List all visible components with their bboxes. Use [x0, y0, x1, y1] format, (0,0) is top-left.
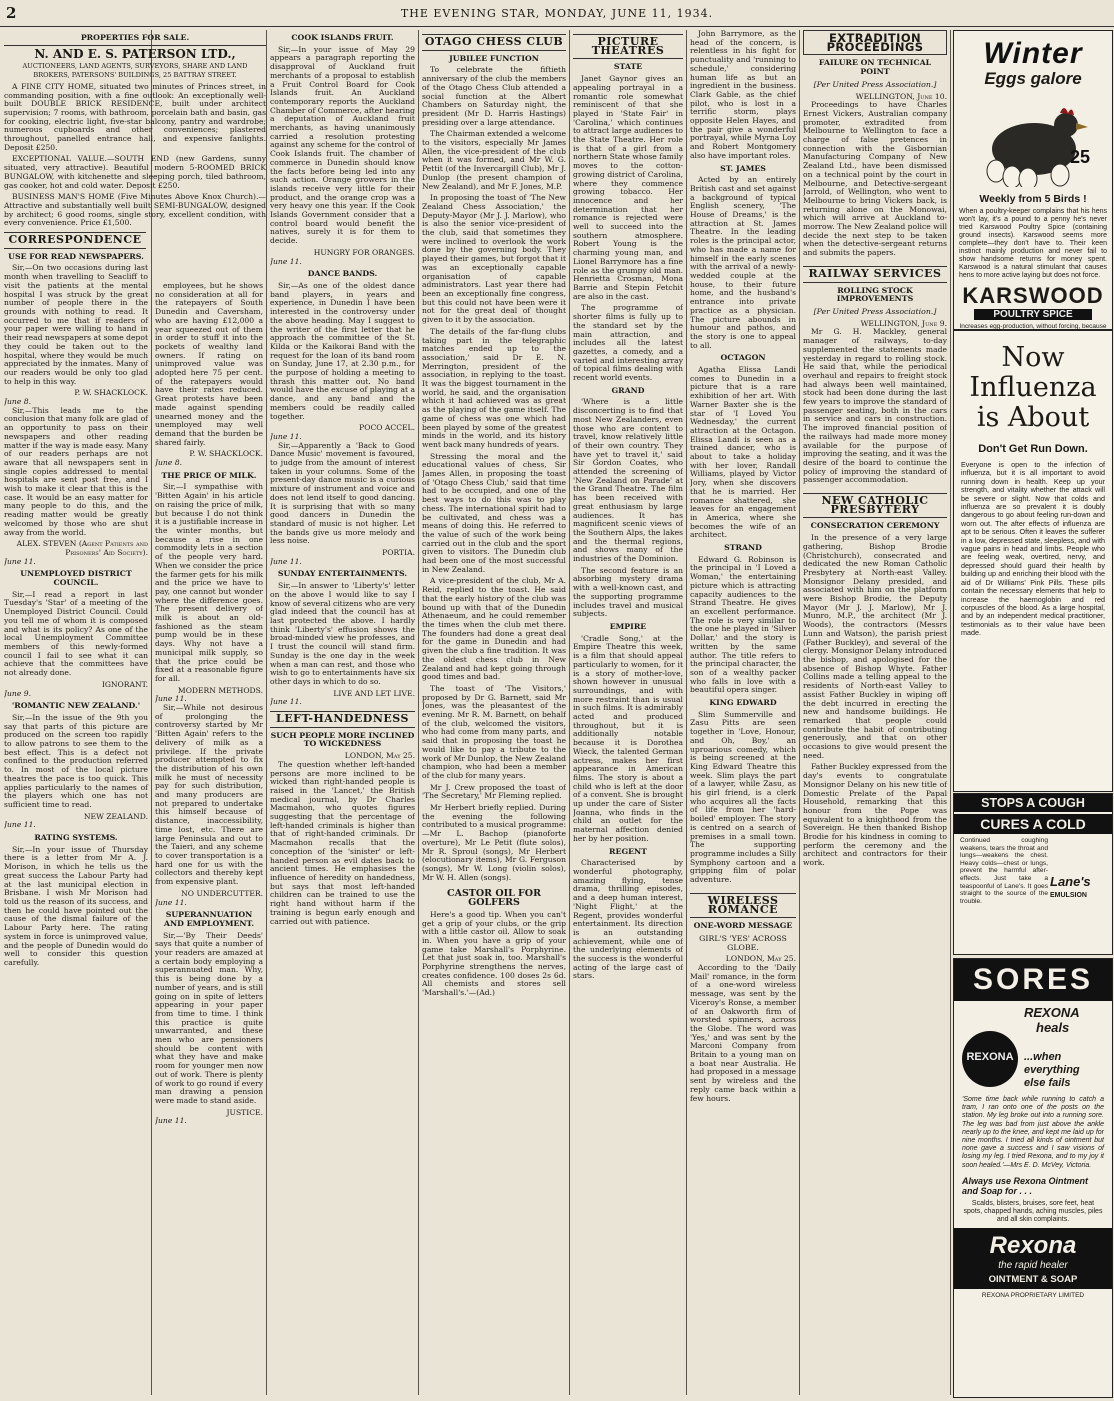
letter-date: June 8.	[4, 397, 31, 407]
dateline: LONDON, May 25.	[344, 751, 415, 761]
letter-heading: 'ROMANTIC NEW ZEALAND.'	[11, 701, 141, 711]
column-rule	[799, 30, 800, 1395]
column-rule	[950, 30, 951, 1395]
column-3	[270, 30, 415, 1395]
masthead	[0, 0, 1114, 27]
lanes-emulsion-advert	[953, 793, 1113, 955]
brand-name: KARSWOOD	[962, 283, 1104, 308]
theatre-heading: REGENT	[609, 846, 647, 856]
ointment-tin-illustration	[962, 1031, 1018, 1087]
agent-name: N. AND E. S. PATERSON LTD.,	[34, 46, 236, 61]
brand-name: Rexona	[954, 1228, 1112, 1260]
advert-headline: heals	[1036, 1020, 1070, 1035]
advert-headline: Influenza	[969, 372, 1097, 403]
advert-headline: Eggs galore	[984, 69, 1082, 88]
article-heading: CASTOR OIL FOR GOLFERS	[447, 888, 541, 909]
advert-footer: REXONA PROPRIETARY LIMITED	[981, 1291, 1085, 1299]
advert-headline: ...when everything else fails	[1024, 1051, 1080, 1089]
article-heading: RAILWAY SERVICES	[803, 266, 947, 283]
column-6	[690, 30, 796, 1395]
letter-body: Sir,—In answer to 'Liberty's' letter on the above I would like to say I know of several citizens who are very glad indeed that the council has at last protected the above. I hardly think 'Liberty's' effusion shows the broad-minded view he professes, and I trust the council will stand firm. Sunday is the one day in the week when a man can rest, and those who wish to go to entertainments have six other days in which to do so.	[270, 581, 415, 686]
theatre-heading: ST. JAMES	[720, 163, 766, 173]
theatre-heading: STRAND	[724, 543, 762, 553]
article-body: Mr G. H. Mackley, general manager of railways, to-day supplemented the statements made yesterday in regard to rolling stock. He said that, while the periodical overhaul and repairs to freight stock had always been well maintained, stock had been done during the last few years to improve the standard of passenger seating, both in the cars in service and cars in construction. The improved financial position of the railways had made more money available for the purpose of improving the seating, and it was the desire of the board to continue the policy of improving the standard of passenger accommodation.	[803, 327, 947, 485]
agent-description: AUCTIONEERS, LAND AGENTS, SURVEYORS, SHARE AND LAND BROKERS, PATERSONS' BUILDINGS, 25 BATTRAY STREET.	[22, 62, 248, 80]
advert-headline: CURES A COLD	[954, 814, 1112, 834]
letter-signature: POCO ACCEL.	[359, 423, 415, 433]
advert-subheadline: Don't Get Run Down.	[978, 443, 1088, 455]
theatre-heading: STATE	[613, 62, 643, 72]
column-4	[422, 30, 566, 1395]
article-subheading: CONSECRATION CEREMONY	[810, 521, 940, 531]
article-body: Janet Gaynor gives an appealing portrayal in a romantic role somewhat reminiscent of that she played in 'State Fair' in 'Carolina,' which continues to attract large audiences to the State Theatre. Her role is that of a girl from a northern State whose family moves to the cotton-growing district of Carolina, where they commence growing tobacco. Her innocence and her determination that her romance is rejected were well to succeed into the southern atmosphere. Robert Young is the charming young man, and Lionel Barrymore has a fine role as the grumpy old man. Henrietta Crosman, Mona Barrie and Stepin Fetchit are also in the cast.	[573, 74, 683, 301]
article-heading: NEW CATHOLIC PRESBYTERY	[803, 493, 947, 518]
letter-heading: DANCE BANDS.	[307, 269, 378, 279]
letter-heading: UNEMPLOYED DISTRICT COUNCIL.	[20, 569, 132, 588]
advert-slogan: Always use Rexona Ointment and Soap for . . .	[962, 1175, 1089, 1196]
letter-signature: MODERN METHODS.	[177, 685, 263, 695]
letter-date: June 11.	[270, 256, 302, 266]
dateline: LONDON, May 25.	[725, 954, 796, 964]
article-body: John Barrymore, as the head of the concern, is relentless in his fight for punctuality and 'running to schedule,' considering human life as but an ingredient in the business. Clark Gable, as the chief pilot, who is lost in a terrific storm, plays opposite Helen Hayes, and the pair give a wonderful portrayal, while Myrna Loy and Robert Montgomery also have important roles.	[690, 30, 796, 160]
letter-body: Sir,—On two occasions during last month when travelling to Seacliff to visit the patients at the mental hospital I was struck by the great number of people there in the grounds with nothing to read. It occurred to me that if readers of your paper were willing to hand in their read newspapers at some depot they could be taken out to the hospital, where they would be much appreciated by the inmates. Many of our readers would be only too glad to help in this way.	[4, 263, 148, 386]
column-2	[155, 282, 263, 1395]
letter-date: June 11.	[155, 1116, 187, 1126]
dateline: WELLINGTON, June 10.	[855, 91, 947, 101]
article-heading: EXTRADITION PROCEEDINGS	[803, 30, 947, 55]
column-rule	[686, 30, 687, 1395]
advert-body: Everyone is open to the infection of influenza, but it is all important to avoid running down in health. Keep up your strength, and vitality whether the attack will be severe or slight. Now that colds and influenza are so prevalent it is doubly dangerous to go about feeling run-down and worn out. The after effects of influenza are apt to be serious. Often it leaves the sufferer in a low, depressed state, sleepless, and with vague pains in head and limbs. People who are feeling weak, overtired, nervy, and depressed should guard their health by building up and enriching their blood with the aid of Dr Williams' Pink Pills. These pills contain the necessary elements that help to increase the haemoglobin and red corpuscles of the blood. As a large hospital, and by an independent medical practitioner, testimonials as to their value have been made.	[961, 460, 1105, 638]
article-subheading: ONE-WORD MESSAGE	[693, 921, 793, 931]
article-heading: PICTURE THEATRES	[573, 34, 683, 59]
letter-body: Sir,—Apparently a 'Back to Good Dance Music' movement is favoured, to judge from the amount of interest taken in your columns. Some of the present-day dance music is a curious mixture of instrument and voice and does not lend itself to good dancing. It is surprising that with so many good dancers in Dunedin the standard of music is not higher. Let the bands give us more melody and less noise.	[270, 440, 415, 546]
article-body: According to the 'Daily Mail' romance, in the form of a one-word wireless message, was sent by the Viceroy's Ronse, a member of an Oakworth firm of worsted spinners, across the Globe. The word was 'Yes,' and was sent by the Marconi Company from Britain to a young man on a boat near Australia. He had proposed in a message sent by wireless and the reply came back within a few hours.	[690, 963, 796, 1103]
advert-headline: Now	[1001, 342, 1065, 373]
letter-date: June 11.	[4, 556, 36, 566]
article-heading: WIRELESS ROMANCE	[690, 893, 796, 918]
article-body: The details of the far-flung clubs taking part in the telegraphic matches ended up to the association,' said Dr E. N. Merrington, president of the association, in replying to the toast. It was the biggest tournament in the world, he said, and the organisation which it had achieved was as great as the playing of the game itself. The game of chess was one which had been played by some of the greatest minds in the world, and its history went back many hundreds of years.	[422, 326, 566, 449]
advert-headline: STOPS A COUGH	[954, 794, 1112, 812]
advert-body: When a poultry-keeper complains that his hens won't lay, it's a pound to a penny he's never tried Karswood Poultry Spice (containing ground insects). Karswood seems more complete—they don't have to. Their keen instinct mainly production and never fail to show handsome returns for money spent. Karswood is a natural stimulant that causes hens to more active laying but does not force.	[959, 208, 1107, 279]
letter-signature: P. W. SHACKLOCK.	[74, 388, 148, 398]
press-credit: [Per United Press Association.]	[813, 79, 937, 89]
article-body: Father Buckley expressed from the day's events to congratulate Monsignor Delany on his new title of Domestic Prelate of the Papal Household, remarking that this honour from the Pope was equivalent to a knighthood from the Sovereign. He then thanked Bishop Brodie for his kindness in coming to perform the ceremony and the architect and contractors for their work.	[803, 762, 947, 868]
letter-signature: PORTIA.	[382, 548, 415, 558]
column-7	[803, 30, 947, 1395]
letter-body: Sir,—I sympathise with 'Bitten Again' in his article on raising the price of milk, but because I do not think it is a justifiable increase in the winter months, but because a rise in one commodity lets in a section of the people very hard. When we consider the price the farmer gets for his milk and the price we have to pay, one cannot but wonder where the difference goes. The present delivery of milk is about an old-fashioned as the steam pump would be in these days. Why not have a municipal milk supply, so that the price could be fixed at a reasonable figure for all.	[155, 482, 263, 683]
letter-signature: LIVE AND LET LIVE.	[333, 688, 415, 698]
letter-heading: SUNDAY ENTERTAINMENTS.	[277, 569, 408, 579]
letter-body: Sir,—This leads me to the conclusion that many folk are glad of an opportunity to pass on their newspapers and other reading matter if the way is made easy. Many of our readers perhaps are not aware that all newspapers sent in single copies addressed to mental hospitals are sent post free, and I wish to make it clear that this is the case. It would be an easy matter for many people to do this, and the reading matter would be greatly welcomed by those who are shut away from the world.	[4, 405, 148, 537]
letter-heading: COOK ISLANDS FRUIT.	[291, 33, 394, 42]
column-rule	[418, 30, 419, 1395]
letter-body: Sir,—In your issue of Thursday there is a letter from Mr A. J. Morison, in which he tells us the great success the Labour Party had at the last municipal election in Brisbane. I wish Mr Morison had told us the reason of its success, and then he could have pointed out the cause of the dismal failure of the Labour Party here. The rating system in force is unimproved value, and the people of Dunedin would do well to consider this question carefully.	[4, 844, 148, 967]
article-subheading: GIRL'S 'YES' ACROSS GLOBE.	[699, 933, 787, 952]
article-body: Acted by an entirely British cast and set against a background of typical English scenery, 'The House of Dreams,' is the attraction at St. James Theatre. In the leading roles is the principal actor, who has made a name for himself in the early scenes with the arrival of a newly-wedded couple at the house, to their future home, and the husband's entrance into private practice as a physician. The picture abounds in humour and pathos, and the story is one to appeal to all.	[690, 175, 796, 350]
hen-illustration	[974, 101, 1092, 187]
testimonial: 'Some time back while running to catch a tram, I ran onto one of the posts on the station. My leg broke out into a running sore. The leg was bad from just above the ankle nearly up to the knee, and kept me laid up for nine months. I tried all kinds of ointment but none gave a success and I saw visions of losing my leg. I tried Rexona, and to my joy it soon healed.'—Mrs E. D. McVey, Victoria.	[962, 1096, 1104, 1169]
advert-headline: Winter	[983, 37, 1083, 70]
advert-list: Scalds, blisters, bruises, sore feet, heat spots, chapped hands, aching muscles, piles and all skin complaints.	[963, 1199, 1103, 1223]
theatre-heading: GRAND	[611, 385, 645, 395]
advert-subheadline: Weekly from 5 Birds !	[979, 193, 1087, 205]
article-body: The toast of 'The Visitors,' proposed by Dr G. Barnett, said Mr Jones, was the pleasantest of the evening. Mr R. M. Barnett, on behalf of the club, welcomed the visitors, who had come from many parts, and said that in proposing the toast he would like to pay a tribute to the work of Mr Dunlop, the New Zealand champion, who had been a member of the club for many years.	[422, 683, 566, 780]
advert-body: Continued coughing weakens, tears the throat and lungs—weakens the chest. Heavy colds—chest or lungs, prevent the harmful after-effects. Just take a teaspoonful of Lane's. It goes straight to the source of the trouble.	[960, 837, 1048, 905]
column-5	[573, 30, 683, 1395]
brand-product: EMULSION	[1050, 892, 1087, 899]
article-heading: OTAGO CHESS CLUB	[422, 34, 566, 51]
letter-signature: JUSTICE.	[226, 1107, 263, 1117]
page-number: 2	[6, 4, 17, 22]
dateline: WELLINGTON, June 9.	[860, 318, 947, 328]
column-rule	[266, 30, 267, 1395]
egg-count: 25	[1070, 147, 1091, 167]
brand-name: REXONA	[1024, 1005, 1080, 1020]
article-body: In proposing the toast of 'The New Zealand Chess Association,' the Deputy-Mayor (Mr J. J. Marlow), who is also the senior vice-president of the club, said that sometimes they were inclined to overlook the work done by the governing body. They played their games, but forgot that it was an exceptionally capable organisation of capable administrators. Last year there had been an exceptionally fine congress, but this could not have been were it not for the great deal of thought given to it by the association.	[422, 193, 566, 325]
letter-date: June 11.	[270, 431, 302, 441]
section-heading: CORRESPONDENCE	[4, 232, 146, 249]
article-subheading: JUBILEE FUNCTION	[449, 53, 539, 63]
letter-signature: P. W. SHACKLOCK.	[189, 449, 263, 459]
theatre-heading: OCTAGON	[720, 353, 766, 363]
letter-heading: SUPERANNUATION AND EMPLOYMENT.	[163, 910, 255, 928]
letter-body: Sir,—As one of the oldest dance band players, in years and experience, in Dunedin I have been interested in the controversy under the above heading. May I suggest to the writer of the first letter that he approach the committee of the St. Kilda or the Kaikorai Band with the request for the loan of its band room on Sunday, June 17, at 2.30 p.m., for the purpose of holding a meeting to thrash this matter out. No band would have the excuse of playing at a dance, and any band and the members could be readily called together.	[270, 280, 415, 421]
article-body: A vice-president of the club, Mr A. Reid, replied to the toast. He said that the early history of the club was bound up with that of the Dunedin Athenaeum, and he could remember the times when the club met there. The founders had done a great deal for the game in Dunedin and had given the club a fine tradition. It was the oldest chess club in New Zealand and had kept going through good times and bad.	[422, 576, 566, 682]
property-ad: EXCEPTIONAL VALUE.—SOUTH END (new Gardens, sunny situated, very attractive). Beautiful modern 5-ROOMED BRICK BUNGALOW, with kitchenette and sleeping porch, tiled bathroom, gas cooker, hot and cold water. Deposit £250.	[4, 154, 266, 190]
article-body: Edward G. Robinson is the principal in 'I Loved a Woman,' the entertaining picture which is attracting capacity audiences to the Strand Theatre. He gives an excellent performance. The role is very similar to the one he played in 'Silver Dollar,' and the story is written by the same author. The title refers to the principal character, the son of a wealthy packer who falls in love with a beautiful opera singer.	[690, 554, 796, 695]
letter-heading: RATING SYSTEMS.	[34, 833, 118, 843]
theatre-heading: EMPIRE	[609, 622, 647, 631]
letter-body: Sir,—While not desirous of prolonging the controversy started by Mr 'Bitten Again' refers to the delivery of milk as a privilege. If the private producer attempted to fix the distribution of his own milk he must of necessity pay for such distribution, and many producers are not prepared to undertake this himself because of distance, inaccessibility, time lost, etc. There are large Peninsula and out to the Taieri, and any scheme to cover transportation is a hard one for us with the collectors and thereby kept from expensive plant.	[155, 703, 263, 887]
masthead-title: THE EVENING STAR, MONDAY, JUNE 11, 1934.	[400, 7, 714, 20]
letter-body: Sir,—In the issue of the 9th you say that parts of this picture are produced on the screen too rapidly to allow patrons to see them to the best effect. This is a defect not confined to the production referred to. In most of the local picture theatres the pace is too quick. This applies particularly to the names of the players which one has not sufficient time to read.	[4, 712, 148, 809]
letter-signature: IGNORANT.	[101, 679, 148, 689]
letter-body: employees, but he shows no consideration at all for the ratepayers of South Dunedin and Caversham, who are having £12,000 a year squeezed out of them in order to stuff it into the pockets of wealthy land owners. If rating on unimproved value was adopted here 75 per cent. of the ratepayers would have their rates reduced. Great protests have been made against spending unearned money and the unemployed may well demand that the burden be shared fairly.	[155, 282, 263, 447]
letter-date: June 8.	[155, 458, 182, 468]
article-body: The question whether left-handed persons are more inclined to be wicked than right-handed people is raised in the 'Lancet,' the British medical journal, by Dr Charles Macmahon, who quotes figures suggesting that the percentage of left-handed criminals is higher than that of right-handed criminals. Dr Macmahon recalls that the conception of the 'sinister' or left-handed person as evil dates back to ancient times. He emphasises the influence of heredity on handedness, but says that most left-handed children can be trained to use the right hand without harm if the training is begun early enough and carried out with patience.	[270, 759, 415, 926]
tin-label: REXONA	[966, 1051, 1014, 1063]
article-subheading: SUCH PEOPLE MORE INCLINED TO WICKEDNESS	[270, 730, 415, 749]
letter-signature: NO UNDERCUTTER.	[181, 888, 263, 898]
letter-date: June 11.	[270, 697, 302, 707]
letter-signature: NEW ZEALAND.	[83, 811, 148, 821]
advert-headline: is About	[976, 402, 1090, 433]
advert-tagline: Increases egg-production, without forcing, because	[959, 323, 1107, 330]
article-body: Mr Herbert briefly replied. During the evening the following contributed to a musical programme:—Mr L. Bachop (pianoforte overture), Mr Le Petit (flute solos), Mr R. Sproul (songs), Mr Herbert (elocutionary items), Mr G. Ferguson (songs), Mr W. Long (violin solos), Mr W. H. Allen (songs).	[422, 803, 566, 882]
letter-body: Sir,—'By Their Deeds' says that quite a number of your readers are amazed at a certain body employing a superannuated man. Why, this is being done by a number of years, and is still going on in spite of letters appearing in your paper from time to time. I think this practice is quite unwarranted, and these men who are pensioners should be content with what they have and make room for younger men now out of work. There is plenty of work to go round if every man drawing a pension were made to stand aside.	[155, 930, 263, 1105]
letter-date: June 11.	[4, 820, 36, 830]
article-body: 'Cradle Song,' at the Empire Theatre this week, is a film that should appeal particularly to women, for it is a story of mother-love, shown however in unusual surroundings, and with more restraint than is usual in such films. It is admirably acted and produced throughout, but it is additionally notable because it is Dorothea Wieck, the talented German actress, makes her first appearance in American films. The story is about a child who is left at the door of a convent. She is brought up under the care of Sister Joanna, who finds in the child an outlet for the maternal affection denied her by her position.	[573, 633, 683, 843]
letter-date: June 11.	[155, 897, 187, 907]
property-ad: BUSINESS MAN'S HOME (Five Minutes Above Knox Church).—Attractive and substantially well built SEMI-BUNGALOW, designed by architect; 6 good rooms, single story, excellent condition, with every convenience. Price £1,500.	[4, 192, 266, 228]
article-subheading: ROLLING STOCK IMPROVEMENTS	[836, 285, 914, 304]
press-credit: [Per United Press Association.]	[813, 306, 937, 316]
article-body: Agatha Elissa Landi comes to Dunedin in a picture that is a rare exhibition of her art. With Warner Baxter she is the star of 'I Loved You Wednesday,' the current attraction at the Octagon. Elissa Landi is seen as a trained dancer, who is about to take a holiday with her lover, Randall Williams, played by Victor Jory, when she discovers that he is married. Her romance shattered, she leaves for an engagement in America, where she becomes the wife of an architect.	[690, 365, 796, 540]
article-body: 'Where is a little disconcerting is to find that most New Zealanders, even those who are content to travel, know relatively little of their own country. They have yet to travel it,' said Sir Gordon Coates, who attended the screening of 'New Zealand on Parade' at the Grand Theatre. The film has been received with great enthusiasm by large audiences. It has magnificent scenic views of the Southern Alps, the lakes and the thermal regions, and shows many of the industries of the Dominion.	[573, 397, 683, 564]
article-subheading: FAILURE ON TECHNICAL POINT	[818, 58, 932, 77]
letter-body: Sir,—I read a report in last Tuesday's 'Star' of a meeting of the Unemployed District Council. Could you tell me of whom it is composed and what is its policy? As one of the local Unemployment Committee members of this newly-formed council I fail to see what it can achieve that the committees have not already done.	[4, 589, 148, 678]
article-body: The programme of shorter films is fully up to the standard set by the main attraction, and includes all the latest gazettes, a comedy, and a varied and interesting array of topical films dealing with recent world events.	[573, 303, 683, 383]
letter-signature: ALEX. STEVEN (Agent Patients and Prisoners' Aid Society).	[16, 539, 148, 557]
article-body: Proceedings to have Charles Ernest Vickers, Australian company promoter, extradited from Melbourne to Wellington to face a charge of false pretences in connection with the Gisbornian Manufacturing Company of New Zealand Ltd., have been dismissed on a technical point by the court in Melbourne, and Detective-sergeant Jarrold, of Wellington, who went to Melbourne to bring Vickers back, is returning alone on the Monowai, which will arrive at Auckland to-morrow. The New Zealand police will decide the next step to be taken when the detective-sergeant returns and submits the papers.	[803, 100, 947, 258]
brand-name: Lane's	[1050, 874, 1091, 889]
letter-heading: USE FOR READ NEWSPAPERS.	[8, 251, 144, 261]
influenza-advert	[953, 330, 1113, 792]
article-body: The second feature is an absorbing mystery drama with a well-known cast, and the supporting programme includes travel and musical subjects.	[573, 565, 683, 619]
article-body: To celebrate the fiftieth anniversary of the club the members of the Otago Chess Club attended a social function at the Albert Chambers on Saturday night, the president (Mr D. Harris Hastings) presiding over a large attendance.	[422, 65, 566, 127]
section-heading: PROPERTIES FOR SALE.	[4, 34, 266, 46]
letter-signature: HUNGRY FOR ORANGES.	[313, 247, 415, 257]
article-body: Slim Summerville and Zasu Pitts are seen together in 'Love, Honour, and Oh, Boy,' an uproarious comedy, which is being screened at the King Edward Theatre this week. Slim plays the part of a lawyer, while Zasu, as his girl friend, is a clerk who acquires all the facts of life from her 'hard-boiled' employer. The story is centred on a search of premises in a small town. The supporting programme includes a Silly Symphony cartoon and a gripping film of polar adventure.	[690, 709, 796, 885]
letter-date: June 9.	[4, 688, 31, 698]
brand-tagline: the rapid healer	[954, 1260, 1112, 1273]
property-ad: A FINE CITY HOME, situated two minutes of Princes street, in commanding position, with a fine outlook: An exceptionally well-built DOUBLE BRICK RESIDENCE, built under architect supervision; 7 rooms, with bathroom, porcelain bath and basin, gas for cooking, electric light, five-star balcony, pantry and wardrobe; numerous cupboards and other conveniences; plastered throughout, panelled entrance hall, and expensive fanlights. Deposit £250.	[4, 81, 266, 152]
karswood-advert	[953, 30, 1113, 330]
article-heading: LEFT-HANDEDNESS	[270, 711, 415, 728]
column-rule	[569, 30, 570, 1395]
letter-date: June 11.	[270, 556, 302, 566]
article-body: The Chairman extended a welcome to the visitors, especially Mr James Allen, the vice-president of the club when it was formed, and Mr W. G. Pettit (of the Invercargill Club), Mr J. Dunlop (the present champion of New Zealand), and Mr F. Jones, M.P.	[422, 129, 566, 191]
theatre-heading: KING EDWARD	[709, 698, 777, 708]
letter-body: Sir,—In your issue of May 29 appears a paragraph reporting the disapproval of Auckland fruit merchants of a proposal to establish a Fruit Control Board for Cook Islands fruit. An Auckland contemporary reports the Auckland Chamber of Commerce, after hearing a deputation of Auckland fruit merchants, as having unanimously carried a resolution protesting against any scheme for the control of Cook Islands fruit. The chamber of commerce in Dunedin should know the facts before being led into any such action. Orange growers in the islands receive very little for their product, and the orange crop was a very heavy one this year. If the Cook Islands Government consider that a control board would benefit the natives, surely it is for them to decide.	[270, 44, 415, 246]
article-body: Mr J. Crew proposed the toast of 'The Secretary,' Mr Fleming replied.	[422, 782, 566, 801]
brand-product: POULTRY SPICE	[974, 309, 1092, 320]
rexona-advert	[953, 958, 1113, 1398]
letter-heading: THE PRICE OF MILK.	[161, 470, 257, 480]
article-body: In the presence of a very large gathering, Bishop Brodie (Christchurch), consecrated and dedicated the new Roman Catholic Presbytery at North-east Valley. Monsignor Delany presided, and associated with him on the platform were Bishop Brodie, the Deputy Mayor (Mr J. J. Marlow), Mr J. Munro, M.P., the architect (Mr J. Woods), the contractors (Messrs Lunn and Watson), the parish priest (Father Buckley), and several of the clergy. Monsignor Delany introduced the bishop, and apologised for the absence of Bishop Whyte. Father Collins made a telling appeal to the residents of North-east Valley to assist Father Buckley in wiping off the debt incurred in erecting the new and handsome buildings. He remarked that people could contribute the habit of contributing generously, and that on other occasions to give would present the need.	[803, 533, 947, 760]
advert-headline: SORES	[954, 959, 1112, 1001]
correspondence-column	[4, 253, 148, 968]
article-body: Characterised by wonderful photography, amazing flying, tense drama, thrilling episodes, and a deep human interest, 'Night Flight,' at the Regent, provides wonderful entertainment. Its direction is an outstanding achievement, while one of the underlying elements of the success is the wonderful acting of the large cast of stars.	[573, 858, 683, 981]
brand-product: OINTMENT & SOAP	[954, 1273, 1112, 1289]
article-body: Stressing the moral and the educational values of chess, Sir James Allen, in proposing the toast of 'Otago Chess Club,' said that time had to be occupied, and one of the best ways to do this was to play chess. The international spirit had to be cultivated, and chess was a means of doing this. He referred to the value of such of the work being carried out in the club and the sport given to visitors. The Dunedin club had been one of the most successful in New Zealand.	[422, 451, 566, 574]
letter-date: June 11.	[155, 694, 187, 704]
article-body: Here's a good tip. When you can't get a grip of your clubs, or the grip with a little castor oil. Allow to soak in. When you have a grip of your game take Marshall's Porphyrine. Let that just soak in, too. Marshall's Porphyrine strengthens the nerves, creates confidence. 100 doses 2s 6d. All chemists and stores sell 'Marshall's.'—(Ad.)	[422, 909, 566, 998]
